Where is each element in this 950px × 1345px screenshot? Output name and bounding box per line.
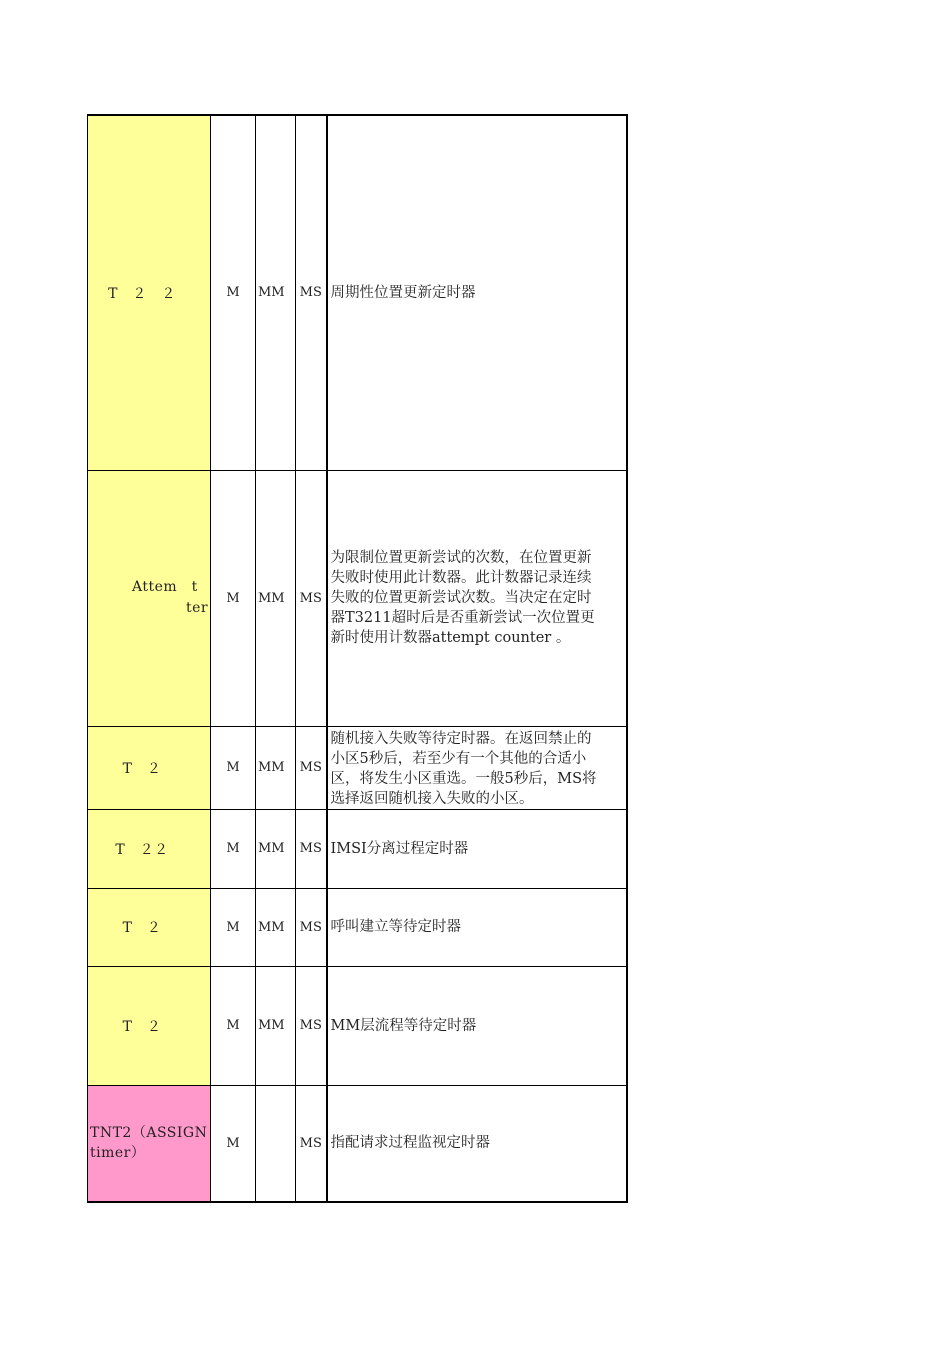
mandatory-cell: M bbox=[211, 470, 256, 726]
timer-name-line: Attem t bbox=[132, 579, 198, 595]
timer-name-cell: T ２ bbox=[88, 966, 211, 1085]
mandatory-cell: M bbox=[211, 726, 256, 809]
entity-cell: MS bbox=[296, 888, 327, 966]
mandatory-cell: M bbox=[211, 809, 256, 888]
timer-name-cell: T ２ ２ bbox=[88, 115, 211, 470]
table-row bbox=[88, 470, 627, 726]
table-row bbox=[88, 888, 627, 966]
entity-cell: MS bbox=[296, 809, 327, 888]
table-row bbox=[88, 115, 627, 470]
description-cell: MM层流程等待定时器 bbox=[327, 966, 627, 1085]
layer-cell: MM bbox=[256, 809, 296, 888]
entity-cell: MS bbox=[296, 115, 327, 470]
table-row bbox=[88, 966, 627, 1085]
table-row bbox=[88, 809, 627, 888]
mandatory-cell: M bbox=[211, 888, 256, 966]
mandatory-cell: M bbox=[211, 966, 256, 1085]
entity-cell: MS bbox=[296, 726, 327, 809]
description-cell: 指配请求过程监视定时器 bbox=[327, 1085, 627, 1202]
timer-table bbox=[87, 114, 628, 1203]
description-cell: IMSI分离过程定时器 bbox=[327, 809, 627, 888]
timer-name-cell: TNT2（ASSIGN timer） bbox=[88, 1085, 211, 1202]
layer-cell: MM bbox=[256, 726, 296, 809]
mandatory-cell: M bbox=[211, 1085, 256, 1202]
entity-cell: MS bbox=[296, 966, 327, 1085]
timer-name-cell: T ２ bbox=[88, 726, 211, 809]
entity-cell: MS bbox=[296, 1085, 327, 1202]
table-row bbox=[88, 1085, 627, 1202]
description-cell: 呼叫建立等待定时器 bbox=[327, 888, 627, 966]
timer-name-cell bbox=[88, 470, 211, 726]
table-row bbox=[88, 726, 627, 809]
timer-name-cell: T ２２ bbox=[88, 809, 211, 888]
entity-cell: MS bbox=[296, 470, 327, 726]
timer-name-cell: T ２ bbox=[88, 888, 211, 966]
layer-cell: MM bbox=[256, 470, 296, 726]
description-cell: 周期性位置更新定时器 bbox=[327, 115, 627, 470]
layer-cell: MM bbox=[256, 115, 296, 470]
timer-name-line: ter bbox=[186, 600, 209, 616]
description-cell: 随机接入失败等待定时器。在返回禁止的 小区5秒后，若至少有一个其他的合适小 区，将发生小区重选。一般5秒后，MS将 选择返回随机接入失败的小区。 bbox=[327, 726, 627, 809]
layer-cell: MM bbox=[256, 888, 296, 966]
layer-cell bbox=[256, 1085, 296, 1202]
layer-cell: MM bbox=[256, 966, 296, 1085]
mandatory-cell: M bbox=[211, 115, 256, 470]
description-cell: 为限制位置更新尝试的次数，在位置更新 失败时使用此计数器。此计数器记录连续 失败的位置更新尝试次数。当决定在定时 器T3211超时后是否重新尝试一次位置更 新时使用计数器attempt counter 。 bbox=[327, 470, 627, 726]
